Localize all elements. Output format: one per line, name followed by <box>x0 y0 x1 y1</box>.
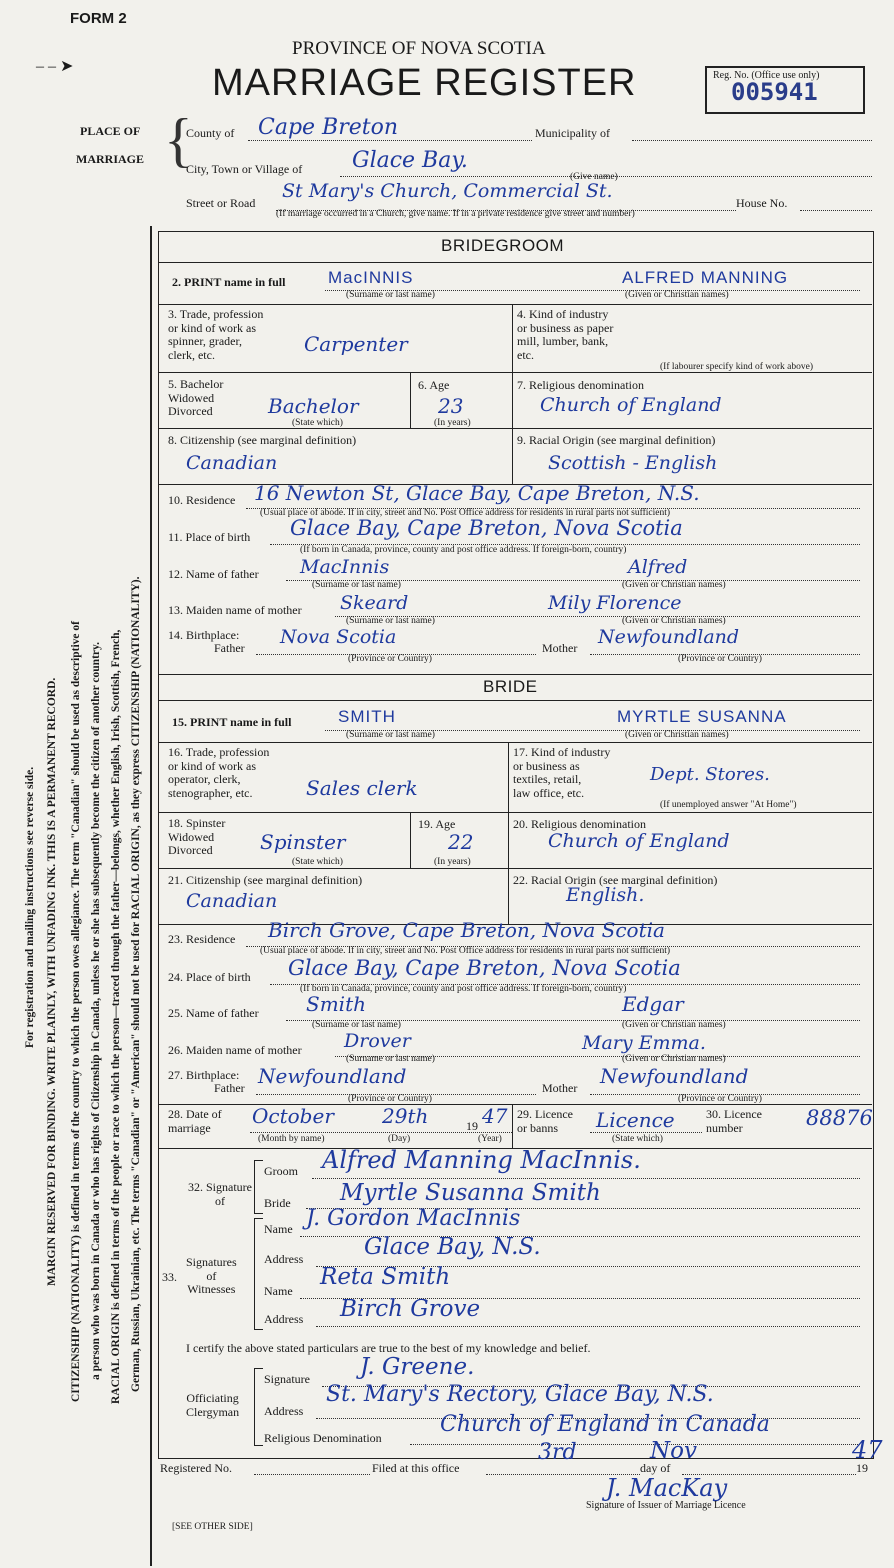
groom-surname: MacINNIS <box>328 268 414 287</box>
filed-year-prefix: 19 <box>856 1461 868 1475</box>
groom-religion-label: 7. Religious denomination <box>517 378 644 392</box>
bride-status-label: 18. Spinster Widowed Divorced <box>168 816 226 857</box>
municipality-label: Municipality of <box>535 126 610 140</box>
bride-racial: English. <box>566 884 645 906</box>
bride-state-which: (State which) <box>292 857 343 867</box>
bride-father-province-caption: (Province or Country) <box>348 1094 432 1104</box>
signature-of-label: 32. Signature of <box>188 1180 252 1208</box>
witness1-name-label: Name <box>264 1222 293 1236</box>
witness2-name: Reta Smith <box>320 1264 451 1290</box>
marriage-month-caption: (Month by name) <box>258 1134 325 1144</box>
groom-industry-note: (If labourer specify kind of work above) <box>660 362 813 372</box>
margin-line-2: MARGIN RESERVED FOR BINDING. WRITE PLAINLY, WITH UNFADING INK. THIS IS A PERMANENT RECORD. <box>46 677 58 1286</box>
groom-status-label: 5. Bachelor Widowed Divorced <box>168 377 224 418</box>
bride-birthplace-parents-label: 27. Birthplace: <box>168 1068 240 1082</box>
bride-industry-label: 17. Kind of industry or business as textiles, retail, law office, etc. <box>513 745 611 800</box>
bride-mother-given: Mary Emma. <box>582 1032 706 1054</box>
street-label: Street or Road <box>186 196 256 210</box>
bride-age-label: 19. Age <box>418 817 456 831</box>
place-label-2: MARRIAGE <box>76 152 144 166</box>
bride-mother-surname: Drover <box>344 1030 411 1052</box>
reg-number: 005941 <box>731 78 818 106</box>
issuer-label: Signature of Issuer of Marriage Licence <box>586 1500 746 1511</box>
groom-residence-label: 10. Residence <box>168 493 236 507</box>
groom-mother-birthplace: Newfoundland <box>598 626 740 648</box>
day-of-label: day of <box>640 1461 671 1475</box>
bride-sig-label: Bride <box>264 1196 291 1210</box>
groom-mother-surname-caption: (Surname or last name) <box>346 616 435 626</box>
groom-given: ALFRED MANNING <box>622 268 789 287</box>
bride-mother-birthplace: Newfoundland <box>600 1064 749 1088</box>
bride-religion: Church of England <box>548 830 730 852</box>
bride-father-bp-label: Father <box>214 1081 245 1095</box>
marriage-month: October <box>252 1104 334 1128</box>
groom-residence-note: (Usual place of abode. If in city, street and No. Post Office address for residents in rural parts not sufficient) <box>260 508 671 518</box>
bride-mother-bp-label: Mother <box>542 1081 578 1095</box>
witness1-address: Glace Bay, N.S. <box>364 1234 541 1260</box>
margin-line-6: German, Russian, Ukrainian, etc. The terms "Canadian" or "American" should not be used for RACIAL ORIGIN, as they express CITIZENSHIP (NATIONALITY). <box>130 576 142 1392</box>
bride-father-given-caption: (Given or Christian names) <box>622 1020 726 1030</box>
marriage-year: 47 <box>482 1104 508 1128</box>
witnesses-num: 33. <box>162 1270 177 1284</box>
place-label-1: PLACE OF <box>80 124 141 138</box>
margin-mark: – – ➤ <box>36 58 74 75</box>
banns-caption: (State which) <box>612 1134 663 1144</box>
bride-status: Spinster <box>260 830 346 854</box>
bride-residence: Birch Grove, Cape Breton, Nova Scotia <box>268 918 665 942</box>
bride-father-given: Edgar <box>622 992 684 1016</box>
filed-label: Filed at this office <box>372 1461 460 1475</box>
street-note: (If marriage occurred in a Church, give name. If in a private residence give street and number) <box>276 209 635 219</box>
groom-status: Bachelor <box>268 394 359 418</box>
margin-line-4: a person who was born in Canada or who has rights of Citizenship in Canada, unless he or she has subsequently become the citizen of another country. <box>90 641 102 1380</box>
city-label: City, Town or Village of <box>186 162 303 176</box>
bride-racial-label: 22. Racial Origin (see marginal definition) <box>513 873 718 887</box>
banns-value: Licence <box>596 1108 675 1132</box>
groom-mother-given: Mily Florence <box>548 592 682 614</box>
groom-father-given: Alfred <box>628 556 688 578</box>
bride-mother-surname-caption: (Surname or last name) <box>346 1054 435 1064</box>
house-label: House No. <box>736 196 788 210</box>
bride-signature: Myrtle Susanna Smith <box>340 1180 601 1206</box>
bride-residence-label: 23. Residence <box>168 932 236 946</box>
groom-name-label: 2. PRINT name in full <box>172 275 286 289</box>
groom-father-given-caption: (Given or Christian names) <box>622 580 726 590</box>
groom-citizenship: Canadian <box>186 452 278 474</box>
marriage-day: 29th <box>382 1104 429 1128</box>
witness1-address-label: Address <box>264 1252 304 1266</box>
groom-father-birthplace: Nova Scotia <box>280 626 397 648</box>
licence-number-label: 30. Licence number <box>706 1107 762 1135</box>
groom-age: 23 <box>438 394 464 418</box>
groom-birthplace-label: 11. Place of birth <box>168 530 251 544</box>
reg-number-box <box>705 66 865 114</box>
witness2-address-label: Address <box>264 1312 304 1326</box>
bride-birthplace: Glace Bay, Cape Breton, Nova Scotia <box>288 956 681 980</box>
filed-day: 3rd <box>538 1440 577 1465</box>
certify-statement: I certify the above stated particulars are true to the best of my knowledge and belief. <box>186 1341 591 1355</box>
bride-birthplace-note: (If born in Canada, province, county and post office address. If foreign-born, country) <box>300 984 627 994</box>
filed-year: 47 <box>852 1436 883 1464</box>
groom-residence: 16 Newton St, Glace Bay, Cape Breton, N.S. <box>254 481 700 505</box>
county-value: Cape Breton <box>258 115 399 140</box>
groom-citizenship-label: 8. Citizenship (see marginal definition) <box>168 433 357 447</box>
groom-sig-label: Groom <box>264 1164 298 1178</box>
bride-residence-note: (Usual place of abode. If in city, street and No. Post Office address for residents in rural parts not sufficient) <box>260 946 671 956</box>
witness2-name-label: Name <box>264 1284 293 1298</box>
clergy-address-label: Address <box>264 1404 304 1418</box>
clergy-signature: J. Greene. <box>360 1354 475 1380</box>
groom-industry-label: 4. Kind of industry or business as paper mill, lumber, bank, etc. <box>517 307 614 362</box>
licence-number: 88876 <box>806 1106 873 1130</box>
clergyman-label: Officiating Clergyman <box>186 1391 240 1419</box>
bride-heading: BRIDE <box>483 677 538 696</box>
groom-state-which: (State which) <box>292 418 343 428</box>
groom-given-caption: (Given or Christian names) <box>625 290 729 300</box>
witnesses-label: Signatures of Witnesses <box>186 1255 237 1296</box>
bride-mother-label: 26. Maiden name of mother <box>168 1043 302 1057</box>
groom-religion: Church of England <box>540 394 722 416</box>
groom-father-label: 12. Name of father <box>168 567 259 581</box>
groom-signature: Alfred Manning MacInnis. <box>322 1146 641 1174</box>
groom-birthplace-parents-label: 14. Birthplace: <box>168 628 240 642</box>
marriage-date-label: 28. Date of marriage <box>168 1107 222 1135</box>
witness1-name: J. Gordon MacInnis <box>306 1206 521 1231</box>
groom-father-surname: MacInnis <box>300 556 390 578</box>
groom-age-label: 6. Age <box>418 378 450 392</box>
bride-father-surname-caption: (Surname or last name) <box>312 1020 401 1030</box>
clergy-denomination-label: Religious Denomination <box>264 1431 382 1445</box>
clergy-signature-label: Signature <box>264 1372 310 1386</box>
witness2-address: Birch Grove <box>340 1296 481 1322</box>
bride-trade: Sales clerk <box>306 776 418 800</box>
bride-surname-caption: (Surname or last name) <box>346 730 435 740</box>
place-brace: { <box>164 107 193 173</box>
groom-mother-bp-label: Mother <box>542 641 578 655</box>
issuer-signature: J. MacKay <box>606 1474 728 1502</box>
page-title: MARRIAGE REGISTER <box>212 62 637 104</box>
bride-given-caption: (Given or Christian names) <box>625 730 729 740</box>
bride-father-surname: Smith <box>306 992 366 1016</box>
margin-line-3: CITIZENSHIP (NATIONALITY) is defined in terms of the country to which the person owes allegiance. The term "Canadian" should be used as descriptive of <box>70 621 82 1402</box>
county-label: County of <box>186 126 235 140</box>
province-heading: PROVINCE OF NOVA SCOTIA <box>292 38 546 59</box>
groom-birthplace-note: (If born in Canada, province, county and post office address. If foreign-born, country) <box>300 545 627 555</box>
marriage-day-caption: (Day) <box>388 1134 411 1144</box>
bride-father-label: 25. Name of father <box>168 1006 259 1020</box>
groom-mother-given-caption: (Given or Christian names) <box>622 616 726 626</box>
bride-given: MYRTLE SUSANNA <box>617 707 787 726</box>
groom-mother-province-caption: (Province or Country) <box>678 654 762 664</box>
marriage-year-caption: (Year) <box>478 1134 502 1144</box>
bride-trade-label: 16. Trade, profession or kind of work as operator, clerk, stenographer, etc. <box>168 745 270 800</box>
bride-mother-given-caption: (Given or Christian names) <box>622 1054 726 1064</box>
groom-birthplace: Glace Bay, Cape Breton, Nova Scotia <box>290 516 683 540</box>
bride-birthplace-label: 24. Place of birth <box>168 970 251 984</box>
bride-age: 22 <box>448 830 474 854</box>
give-name-caption: (Give name) <box>570 172 618 182</box>
bride-mother-province-caption: (Province or Country) <box>678 1094 762 1104</box>
reg-number-label: Reg. No. (Office use only) <box>713 70 820 81</box>
bride-name-label: 15. PRINT name in full <box>172 715 292 729</box>
bride-industry-note: (If unemployed answer "At Home") <box>660 800 797 810</box>
margin-line-5: RACIAL ORIGIN is defined in terms of the people or race to which the person—traced through the father—belongs, whether English, Irish, Scottish, French, <box>110 629 122 1404</box>
bride-surname: SMITH <box>338 707 396 726</box>
groom-racial: Scottish - English <box>548 452 718 474</box>
city-value: Glace Bay. <box>352 148 468 173</box>
filed-month: Nov <box>650 1438 697 1464</box>
bride-in-years: (In years) <box>434 857 471 867</box>
clergy-denomination: Church of England in Canada <box>440 1412 770 1437</box>
street-value: St Mary's Church, Commercial St. <box>282 180 613 202</box>
groom-surname-caption: (Surname or last name) <box>346 290 435 300</box>
bridegroom-heading: BRIDEGROOM <box>441 236 565 255</box>
bride-industry: Dept. Stores. <box>650 764 770 785</box>
form-number: FORM 2 <box>70 10 127 27</box>
see-other-side: [SEE OTHER SIDE] <box>172 1522 253 1532</box>
banns-label: 29. Licence or banns <box>517 1107 573 1135</box>
bride-citizenship-label: 21. Citizenship (see marginal definition) <box>168 873 363 887</box>
marriage-year-prefix: 19 <box>466 1119 478 1133</box>
groom-father-province-caption: (Province or Country) <box>348 654 432 664</box>
groom-trade-label: 3. Trade, profession or kind of work as spinner, grader, clerk, etc. <box>168 307 264 362</box>
registered-no-label: Registered No. <box>160 1461 232 1475</box>
bride-father-birthplace: Newfoundland <box>258 1064 407 1088</box>
groom-in-years: (In years) <box>434 418 471 428</box>
bride-citizenship: Canadian <box>186 890 278 912</box>
bride-religion-label: 20. Religious denomination <box>513 817 646 831</box>
groom-father-surname-caption: (Surname or last name) <box>312 580 401 590</box>
clergy-address: St. Mary's Rectory, Glace Bay, N.S. <box>326 1382 714 1407</box>
groom-racial-label: 9. Racial Origin (see marginal definition) <box>517 433 716 447</box>
groom-trade: Carpenter <box>304 332 408 356</box>
groom-mother-label: 13. Maiden name of mother <box>168 603 302 617</box>
margin-line-1: For registration and mailing instructions see reverse side. <box>24 766 36 1048</box>
groom-mother-surname: Skeard <box>340 592 409 614</box>
groom-father-bp-label: Father <box>214 641 245 655</box>
